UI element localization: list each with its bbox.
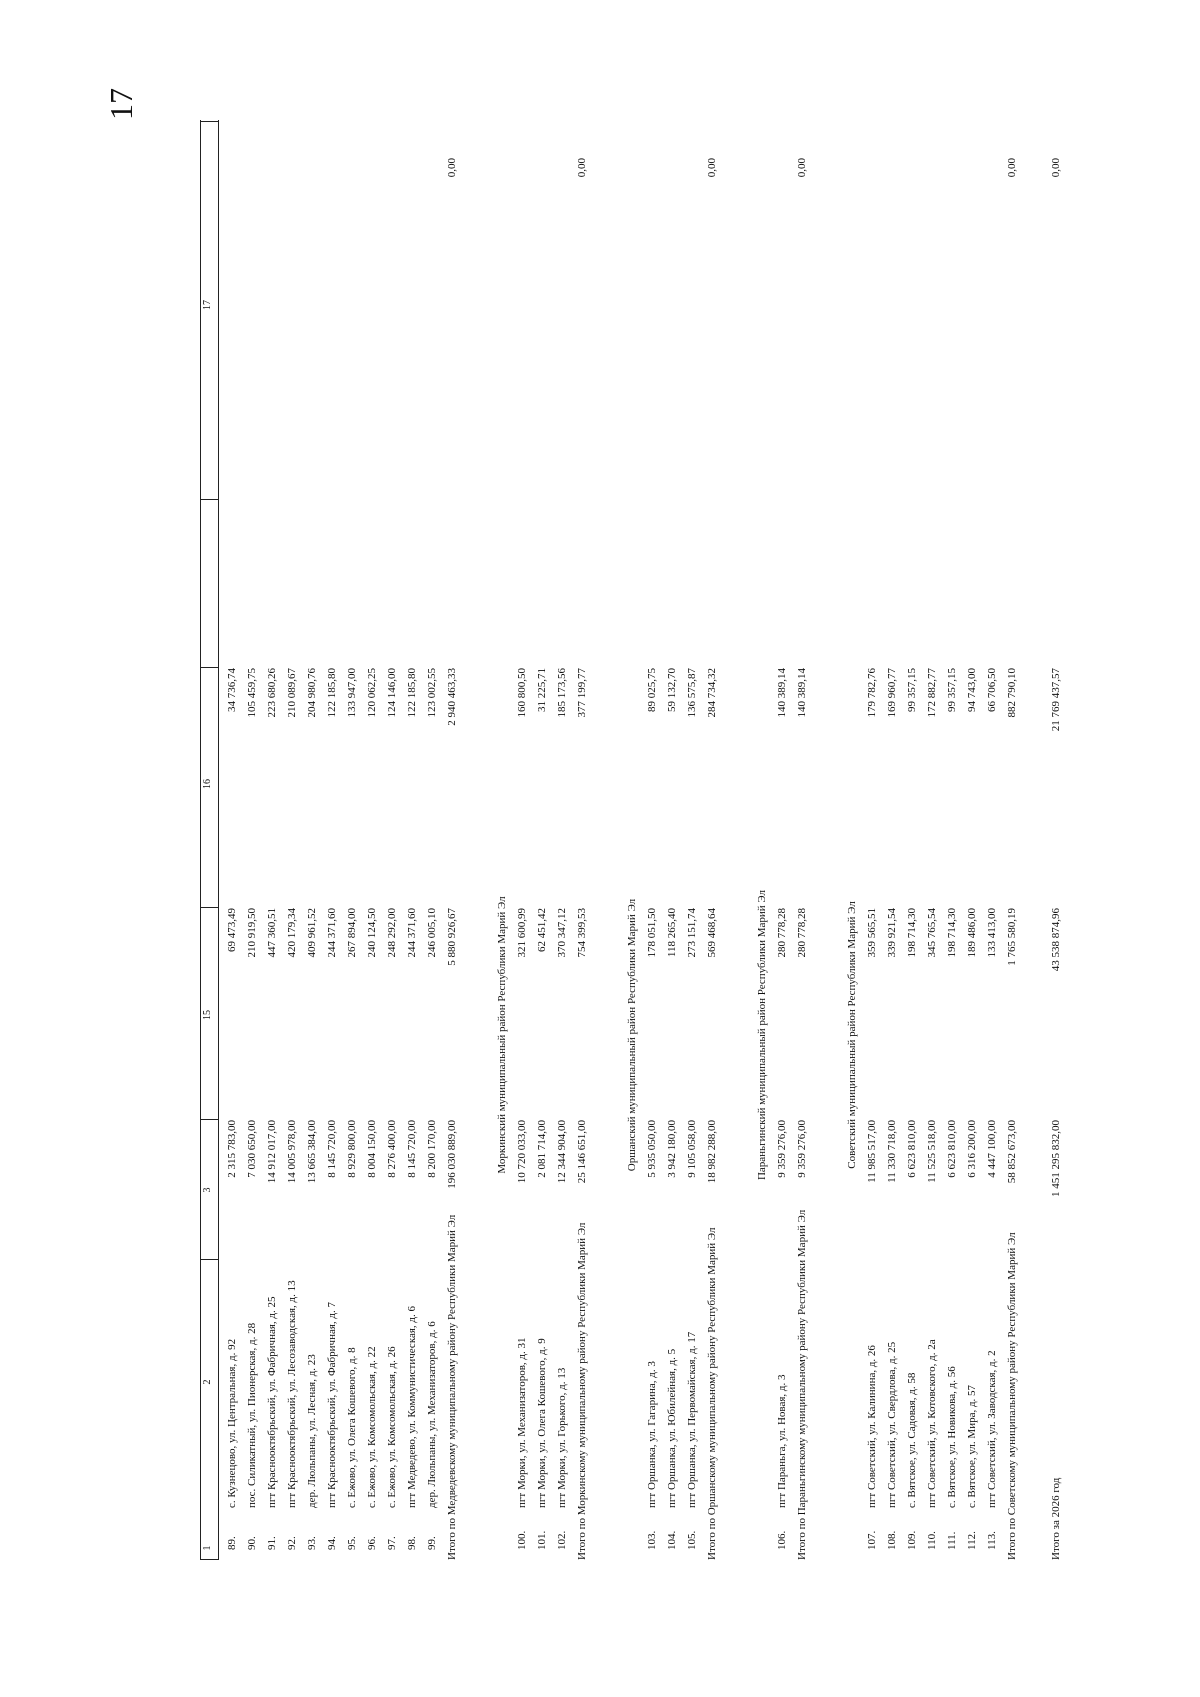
value-15-cell: 447 360,51 [266,908,278,958]
table-row [882,120,902,1560]
subtotal-row [442,120,462,1560]
value-16-cell: 34 736,74 [226,668,238,712]
table-row [922,120,942,1560]
value-15-cell: 62 451,42 [536,908,548,952]
value-15-cell: 409 961,52 [306,908,318,958]
address-cell: пгт Советский, ул. Свердлова, д. 25 [886,1341,898,1508]
cost-cell: 2 081 714,00 [536,1120,548,1178]
value-15-cell: 280 778,28 [796,908,808,958]
header-divider [200,1119,219,1120]
cost-cell: 11 985 517,00 [866,1120,878,1183]
total-label: Итого по Моркинскому муниципальному району Республики Марий Эл [576,1222,588,1560]
table-row [552,120,572,1560]
table-row [322,120,342,1560]
value-16-cell: 377 199,77 [576,668,588,718]
total-label: Итого по Параньгинскому муниципальному району Республики Марий Эл [796,1209,808,1560]
value-15-cell: 1 765 580,19 [1006,908,1018,966]
table-row [902,120,922,1560]
table-row [222,120,242,1560]
value-16-cell: 136 575,87 [686,668,698,718]
row-number: 111. [946,1531,958,1550]
row-number: 101. [536,1530,548,1550]
table-row [982,120,1002,1560]
address-cell: пгт Советский, ул. Заводская, д. 2 [986,1350,998,1508]
row-number: 100. [516,1530,528,1550]
header-col-3: 3 [202,1187,213,1193]
section-title-text: Моркинский муниципальный район Республики Марий Эл [496,896,508,1174]
cost-cell: 14 912 017,00 [266,1120,278,1184]
address-cell: пгт Советский, ул. Калинина, д. 26 [866,1345,878,1508]
value-15-cell: 133 413,00 [986,908,998,958]
table-row [862,120,882,1560]
section-title [622,120,642,1560]
cost-cell: 196 030 889,00 [446,1120,458,1189]
address-cell: пгт Морки, ул. Горького, д. 13 [556,1367,568,1508]
table-row [962,120,982,1560]
subtotal-row [702,120,722,1560]
value-16-cell: 59 132,70 [666,668,678,712]
address-cell: с. Вятское, ул. Мира, д. 57 [966,1384,978,1508]
header-divider [200,1559,219,1560]
value-15-cell: 248 292,00 [386,908,398,958]
row-number: 102. [556,1530,568,1550]
table-row [402,120,422,1560]
row-number: 103. [646,1530,658,1550]
header-divider [200,1259,219,1260]
cost-cell: 6 316 200,00 [966,1120,978,1178]
row-number: 98. [406,1536,418,1550]
row-number: 105. [686,1530,698,1550]
cost-cell: 4 447 100,00 [986,1120,998,1178]
value-16-cell: 133 947,00 [346,668,358,718]
address-cell: дер. Люльпаны, ул. Механизаторов, д. 6 [426,1321,438,1508]
cost-cell: 3 942 180,00 [666,1120,678,1178]
value-15-cell: 267 894,00 [346,908,358,958]
table-row [302,120,322,1560]
cost-cell: 8 145 720,00 [406,1120,418,1178]
cost-cell: 7 030 650,00 [246,1120,258,1178]
value-15-cell: 210 919,50 [246,908,258,958]
row-number: 112. [966,1531,978,1550]
section-title [492,120,512,1560]
total-label: Итого по Оршанскому муниципальному району Республики Марий Эл [706,1227,718,1560]
value-15-cell: 280 778,28 [776,908,788,958]
total-label: Итого по Советскому муниципальному району Республики Марий Эл [1006,1232,1018,1560]
address-cell: дер. Люльпаны, ул. Лесная, д. 23 [306,1354,318,1508]
header-divider [200,667,219,668]
section-title [752,120,772,1560]
value-16-cell: 124 146,00 [386,668,398,718]
cost-cell: 1 451 295 832,00 [1050,1120,1062,1197]
value-15-cell: 5 880 926,67 [446,908,458,966]
row-number: 92. [286,1536,298,1550]
value-15-cell: 420 179,34 [286,908,298,958]
value-16-cell: 21 769 437,57 [1050,668,1062,732]
value-15-cell: 246 005,10 [426,908,438,958]
address-cell: пгт Советский, ул. Котовского, д. 2а [926,1339,938,1508]
subtotal-row [572,120,592,1560]
table-row [262,120,282,1560]
value-16-cell: 210 089,67 [286,668,298,718]
value-17-cell: 0,00 [1050,158,1062,178]
table-row [342,120,362,1560]
cost-cell: 18 982 288,00 [706,1120,718,1184]
section-title-text: Советский муниципальный район Республики Марий Эл [846,901,858,1169]
value-16-cell: 140 389,14 [796,668,808,718]
table-row [382,120,402,1560]
cost-cell: 8 276 400,00 [386,1120,398,1178]
total-label: Итого за 2026 год [1050,1477,1062,1560]
row-number: 108. [886,1530,898,1550]
row-number: 104. [666,1530,678,1550]
address-cell: с. Кузнецово, ул. Центральная, д. 92 [226,1338,238,1508]
value-17-cell: 0,00 [706,158,718,178]
row-number: 107. [866,1530,878,1550]
table-row [662,120,682,1560]
rotated-table-page [200,120,1062,1560]
data-table [200,120,1062,1560]
table-row [942,120,962,1560]
cost-cell: 10 720 033,00 [516,1120,528,1184]
section-title-text: Оршанский муниципальный район Республики Марий Эл [626,898,638,1172]
value-16-cell: 123 002,55 [426,668,438,718]
address-cell: пгт Оршанка, ул. Гагарина, д. 3 [646,1361,658,1508]
value-15-cell: 339 921,54 [886,908,898,958]
value-16-cell: 94 743,00 [966,668,978,712]
table-row [282,120,302,1560]
table-row [642,120,662,1560]
value-17-cell: 0,00 [796,158,808,178]
section-title [842,120,862,1560]
cost-cell: 8 004 150,00 [366,1120,378,1178]
address-cell: пгт Краснооктябрьский, ул. Фабричная, д. 7 [326,1302,338,1508]
value-16-cell: 223 680,26 [266,668,278,718]
row-number: 94. [326,1536,338,1550]
address-cell: пос. Силикатный, ул. Пионерская, д. 28 [246,1322,258,1508]
address-cell: пгт Параньга, ул. Новая, д. 3 [776,1374,788,1508]
address-cell: пгт Оршанка, ул. Первомайская, д. 17 [686,1331,698,1508]
grand-total-row [1046,120,1066,1560]
address-cell: пгт Медведево, ул. Коммунистическая, д. 6 [406,1305,418,1508]
value-16-cell: 2 940 463,33 [446,668,458,726]
value-16-cell: 122 185,80 [326,668,338,718]
table-row [242,120,262,1560]
value-16-cell: 172 882,77 [926,668,938,718]
cost-cell: 9 105 058,00 [686,1120,698,1178]
cost-cell: 11 330 718,00 [886,1120,898,1183]
address-cell: с. Ежово, ул. Комсомольская, д. 22 [366,1346,378,1508]
address-cell: с. Вятское, ул. Садовая, д. 58 [906,1372,918,1508]
address-cell: пгт Краснооктябрьский, ул. Фабричная, д. 25 [266,1296,278,1508]
header-divider [200,499,219,500]
value-15-cell: 370 347,12 [556,908,568,958]
address-cell: с. Ежово, ул. Комсомольская, д. 26 [386,1346,398,1508]
address-cell: с. Ежово, ул. Олега Кошевого, д. 8 [346,1347,358,1508]
value-16-cell: 169 960,77 [886,668,898,718]
value-15-cell: 244 371,60 [326,908,338,958]
value-15-cell: 321 600,99 [516,908,528,958]
cost-cell: 11 525 518,00 [926,1120,938,1183]
row-number: 110. [926,1531,938,1550]
header-col-1: 1 [202,1545,213,1551]
value-16-cell: 99 357,15 [946,668,958,712]
value-15-cell: 244 371,60 [406,908,418,958]
header-col-16: 16 [202,779,213,789]
table-row [422,120,442,1560]
value-16-cell: 284 734,32 [706,668,718,718]
header-divider [200,121,219,122]
header-col-15: 15 [202,1010,213,1020]
value-16-cell: 99 357,15 [906,668,918,712]
value-15-cell: 359 565,51 [866,908,878,958]
value-16-cell: 882 790,10 [1006,668,1018,718]
section-title-text: Параньгинский муниципальный район Республики Марий Эл [756,889,768,1181]
table-row [682,120,702,1560]
value-16-cell: 140 389,14 [776,668,788,718]
value-17-cell: 0,00 [1006,158,1018,178]
value-15-cell: 69 473,49 [226,908,238,952]
value-15-cell: 118 265,40 [666,908,678,958]
value-17-cell: 0,00 [446,158,458,178]
value-15-cell: 198 714,30 [946,908,958,958]
row-number: 106. [776,1530,788,1550]
cost-cell: 8 200 170,00 [426,1120,438,1178]
address-cell: пгт Оршанка, ул. Юбилейная, д. 5 [666,1348,678,1508]
value-15-cell: 189 486,00 [966,908,978,958]
value-16-cell: 122 185,80 [406,668,418,718]
value-16-cell: 120 062,25 [366,668,378,718]
row-number: 99. [426,1536,438,1550]
value-16-cell: 66 706,50 [986,668,998,712]
value-15-cell: 273 151,74 [686,908,698,958]
subtotal-row [1002,120,1022,1560]
cost-cell: 6 623 810,00 [946,1120,958,1178]
address-cell: с. Вятское, ул. Новикова, д. 56 [946,1366,958,1508]
value-16-cell: 179 782,76 [866,668,878,718]
value-16-cell: 204 980,76 [306,668,318,718]
cost-cell: 2 315 783,00 [226,1120,238,1178]
cost-cell: 5 935 050,00 [646,1120,658,1178]
table-row [772,120,792,1560]
header-col-2: 2 [202,1379,213,1385]
header-top-rule [200,120,201,1560]
value-17-cell: 0,00 [576,158,588,178]
address-cell: пгт Морки, ул. Олега Кошевого, д. 9 [536,1338,548,1508]
subtotal-row [792,120,812,1560]
value-15-cell: 240 124,50 [366,908,378,958]
cost-cell: 25 146 651,00 [576,1120,588,1184]
cost-cell: 8 929 800,00 [346,1120,358,1178]
value-15-cell: 569 468,64 [706,908,718,958]
value-15-cell: 345 765,54 [926,908,938,958]
row-number: 90. [246,1536,258,1550]
value-16-cell: 185 173,56 [556,668,568,718]
cost-cell: 12 344 904,00 [556,1120,568,1184]
page-number: 17 [103,88,139,120]
row-number: 93. [306,1536,318,1550]
table-row [532,120,552,1560]
cost-cell: 9 359 276,00 [796,1120,808,1178]
row-number: 113. [986,1531,998,1550]
address-cell: пгт Краснооктябрьский, ул. Лесозаводская, д. 13 [286,1280,298,1508]
row-number: 96. [366,1536,378,1550]
value-16-cell: 89 025,75 [646,668,658,712]
value-15-cell: 198 714,30 [906,908,918,958]
row-number: 97. [386,1536,398,1550]
value-16-cell: 105 459,75 [246,668,258,718]
cost-cell: 6 623 810,00 [906,1120,918,1178]
value-15-cell: 43 538 874,96 [1050,908,1062,972]
table-row [512,120,532,1560]
row-number: 89. [226,1536,238,1550]
value-16-cell: 31 225,71 [536,668,548,712]
cost-cell: 9 359 276,00 [776,1120,788,1178]
value-15-cell: 754 399,53 [576,908,588,958]
header-divider [200,907,219,908]
cost-cell: 14 005 978,00 [286,1120,298,1184]
total-label: Итого по Медведевскому муниципальному району Республики Марий Эл [446,1214,458,1560]
cost-cell: 58 852 673,00 [1006,1120,1018,1184]
row-number: 95. [346,1536,358,1550]
table-row [362,120,382,1560]
header-col-17: 17 [202,300,213,310]
address-cell: пгт Морки, ул. Механизаторов, д. 31 [516,1337,528,1508]
row-number: 109. [906,1530,918,1550]
cost-cell: 8 145 720,00 [326,1120,338,1178]
value-15-cell: 178 051,50 [646,908,658,958]
header-bottom-rule [218,120,219,1560]
cost-cell: 13 665 384,00 [306,1120,318,1184]
row-number: 91. [266,1536,278,1550]
value-16-cell: 160 800,50 [516,668,528,718]
